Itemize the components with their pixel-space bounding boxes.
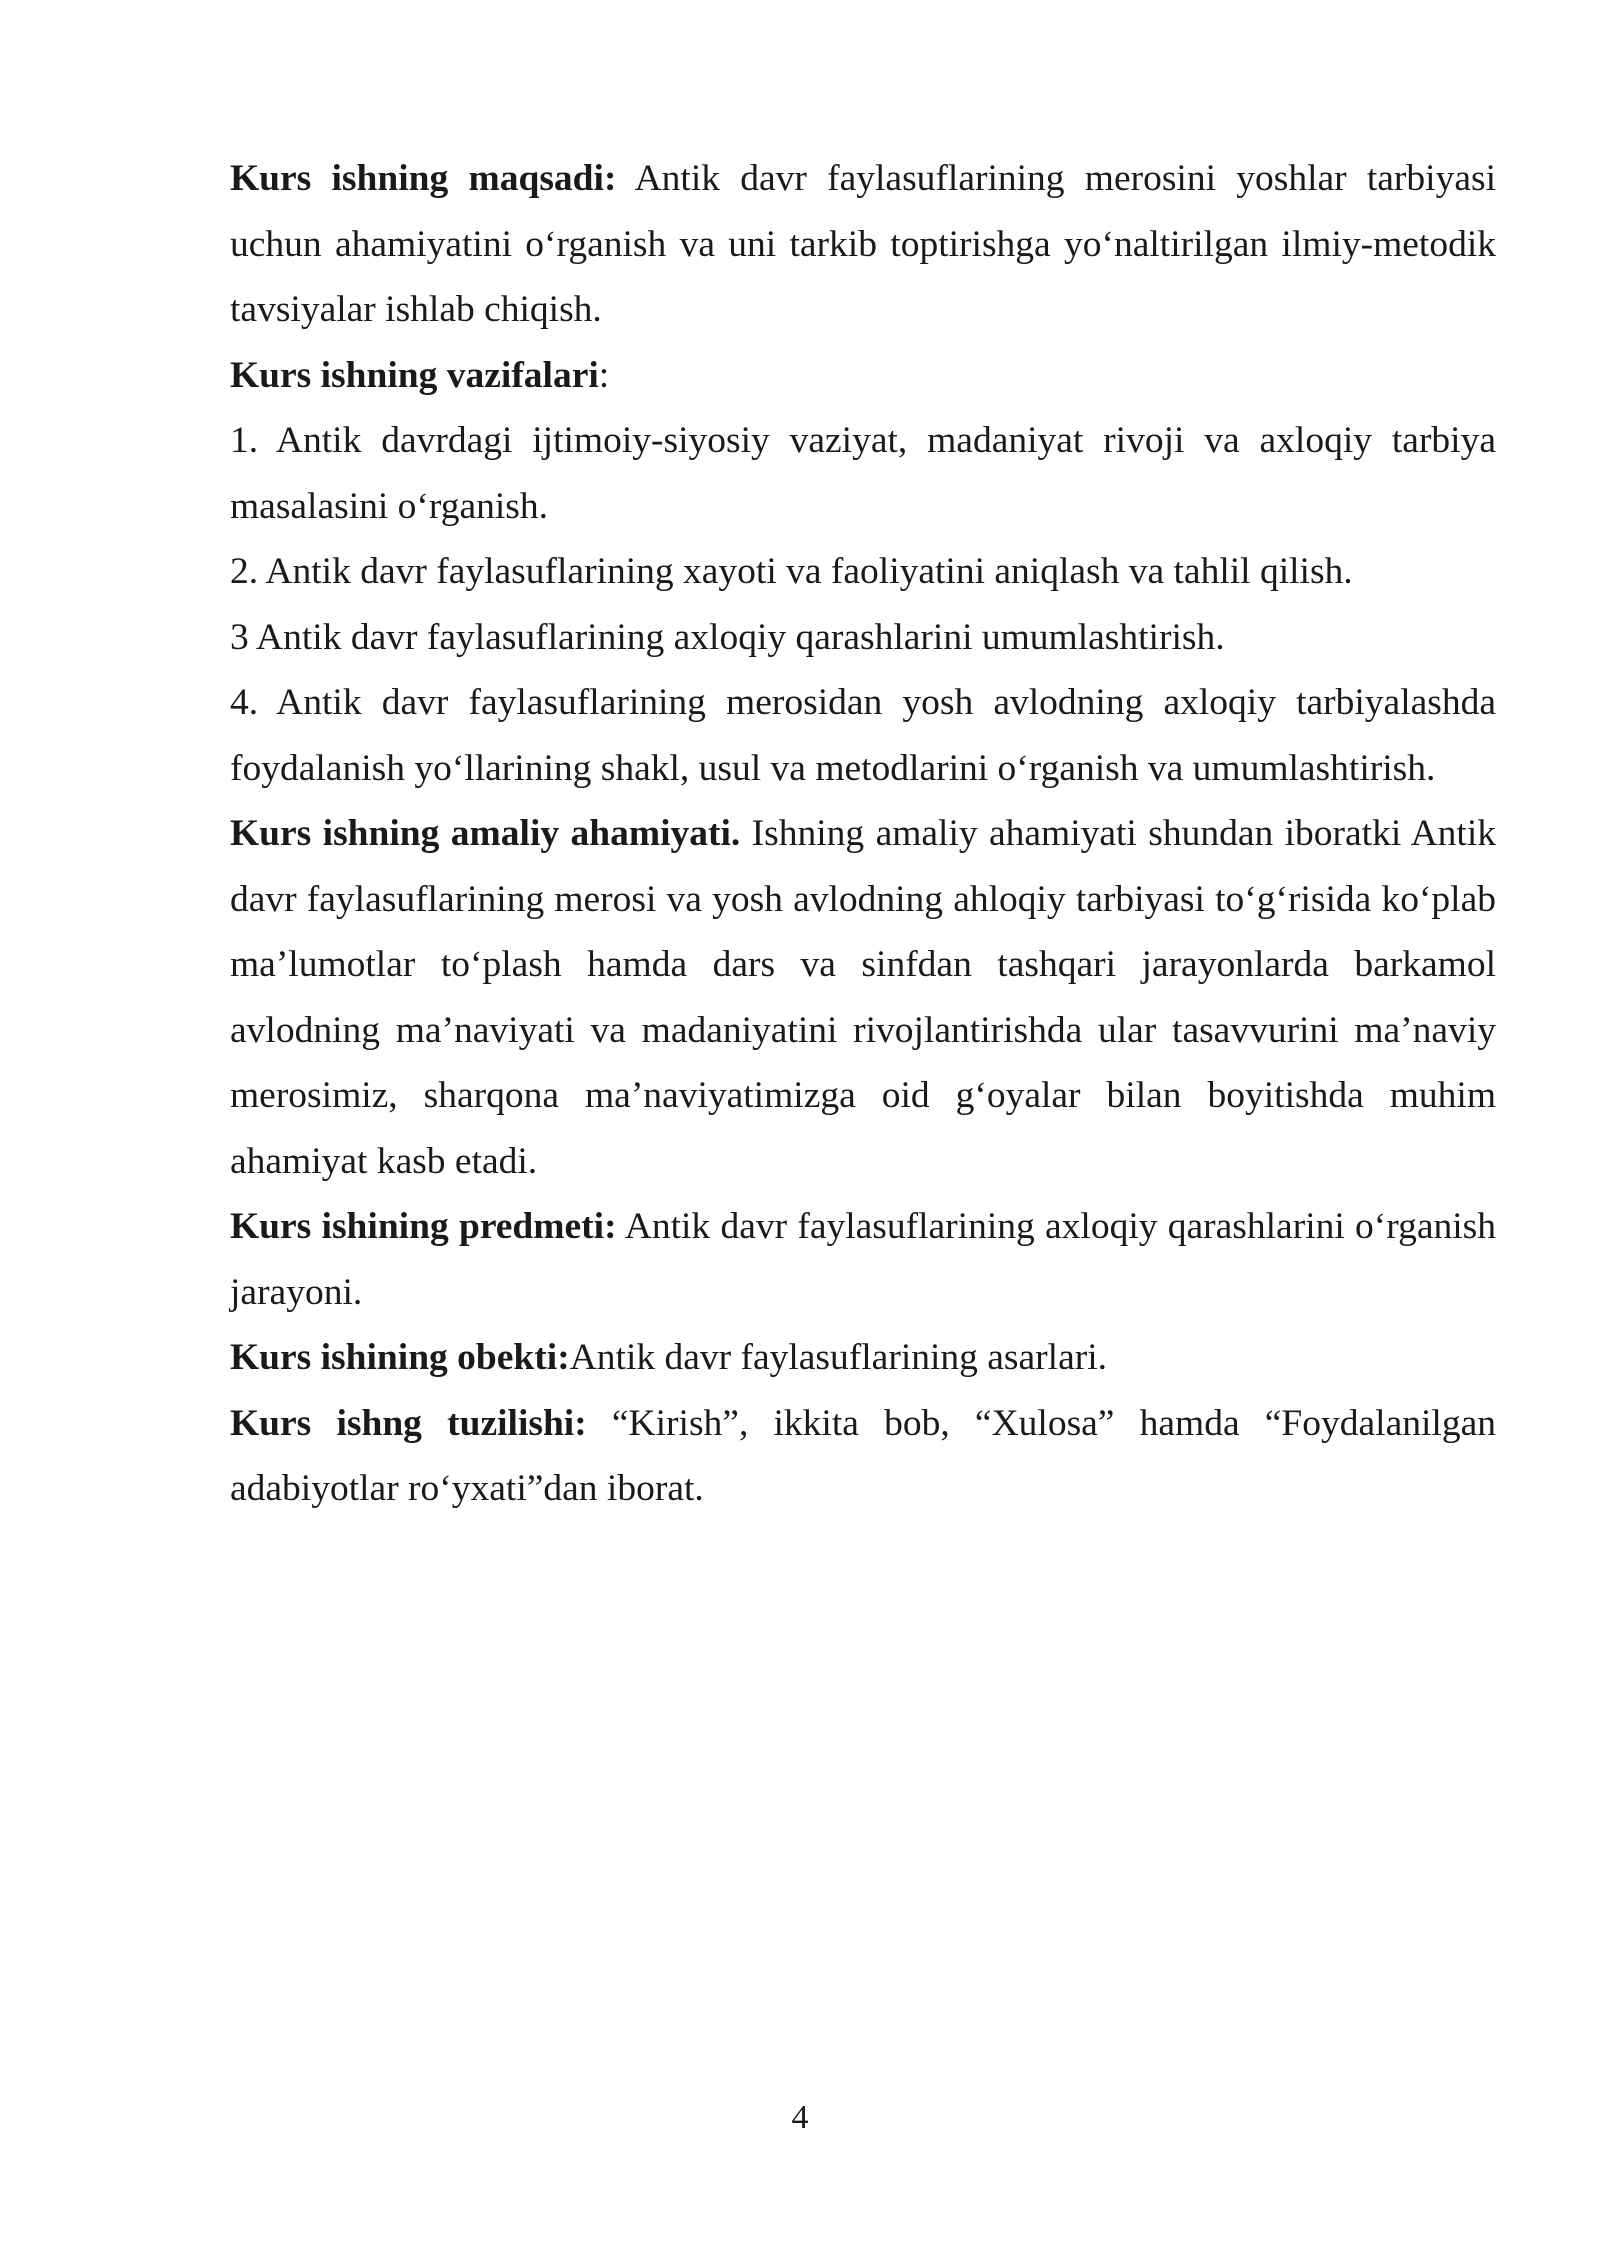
task-item-1: 1. Antik davrdagi ijtimoiy-siyosiy vaziyat, madaniyat rivoji va axloqiy tarbiya masalasini o‘rganish.	[230, 420, 1496, 527]
task-item-3: 3 Antik davr faylasuflarining axloqiy qarashlarini umumlashtirish.	[230, 616, 1225, 658]
subject-text: Antik davr faylasuflarining axloqiy qarashlarini o‘rganish jarayoni.	[230, 1206, 1496, 1313]
structure-text: “Kirish”, ikkita bob, “Xulosa” hamda “Foydalanilgan adabiyotlar ro‘yxati”dan iborat.	[230, 1402, 1496, 1509]
document-body	[230, 146, 1496, 1522]
practical-text: Ishning amaliy ahamiyati shundan iboratki Antik davr faylasuflarining merosi va yosh avlodning ahloqiy tarbiyasi to‘g‘risida ko‘plab ma’lumotlar to‘plash hamda dars va sinfdan tashqari jarayonlarda barkamol avlodning ma’naviyati va madaniyatini rivojlantirishda ular tasavvurini ma’naviy merosimiz, sharqona ma’naviyatimizga oid g‘oyalar bilan boyitishda muhim ahamiyat kasb etadi.	[230, 813, 1496, 1182]
object-text: Antik davr faylasuflarining asarlari.	[569, 1337, 1107, 1378]
tasks-heading	[230, 343, 1496, 409]
object-label: Kurs ishining obekti:	[230, 1337, 570, 1378]
tasks-suffix: :	[598, 354, 610, 396]
goal-label: Kurs ishning maqsadi:	[230, 158, 617, 199]
structure-paragraph	[230, 1391, 1496, 1522]
subject-paragraph	[230, 1194, 1496, 1325]
page-number: 4	[791, 2099, 809, 2136]
object-paragraph	[230, 1325, 1496, 1391]
task-item-2: 2. Antik davr faylasuflarining xayoti va faoliyatini aniqlash va tahlil qilish.	[230, 551, 1353, 592]
goal-paragraph	[230, 146, 1496, 343]
goal-text: Antik davr faylasuflarining merosini yoshlar tarbiyasi uchun ahamiyatini o‘rganish va uni tarkib toptirishga yo‘naltirilgan ilmiy-metodik tavsiyalar ishlab chiqish.	[230, 158, 1496, 330]
structure-label: Kurs ishng tuzilishi:	[230, 1402, 587, 1444]
practical-label: Kurs ishning amaliy ahamiyati.	[230, 813, 741, 854]
task-item-4: 4. Antik davr faylasuflarining merosidan yosh avlodning axloqiy tarbiyalashda foydalanish yo‘llarining shakl, usul va metodlarini o‘rganish va umumlashtirish.	[230, 682, 1496, 789]
subject-label: Kurs ishining predmeti:	[230, 1206, 617, 1247]
tasks-label: Kurs ishning vazifalari	[230, 354, 599, 396]
practical-paragraph	[230, 801, 1496, 1194]
